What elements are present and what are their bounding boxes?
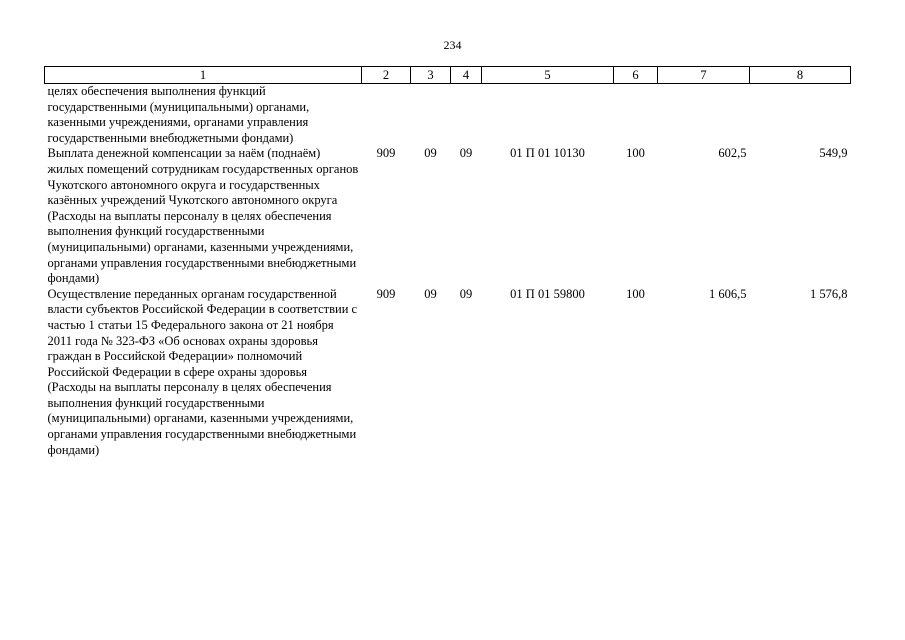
table-row <box>45 84 851 147</box>
row-code-2: 909 <box>376 286 396 301</box>
table-header-row <box>45 67 851 84</box>
row-code-2 <box>362 84 411 147</box>
row-code-6: 100 <box>626 146 645 161</box>
row-amount-8: 1 576,8 <box>810 286 848 301</box>
row-code-5: 01 П 01 10130 <box>510 146 585 161</box>
table-row <box>45 287 851 459</box>
column-header-8: 8 <box>750 67 851 84</box>
budget-table <box>44 66 851 458</box>
column-header-3: 3 <box>411 67 451 84</box>
row-code-2: 909 <box>376 146 396 161</box>
row-code-4: 09 <box>459 286 473 301</box>
column-header-5: 5 <box>482 67 614 84</box>
row-description: Осуществление переданных органам государственной власти субъектов Российской Федерации в соответствии с частью 1 статьи 15 Федерального закона от 21 ноября 2011 года № 323-ФЗ «Об основах охраны здоровья граждан в Российской Федерации» полномочий Российской Федерации в сфере охраны здоровья (Расходы на выплаты персоналу в целях обеспечения выполнения функций государственными (муниципальными) органами, казенными учреждениями, органами управления государственными внебюджетными фондами) <box>47 286 358 457</box>
row-code-6 <box>614 84 658 147</box>
column-header-6: 6 <box>614 67 658 84</box>
row-code-6: 100 <box>626 286 645 301</box>
row-description: целях обеспечения выполнения функций государственными (муниципальными) органами, казенными учреждениями, органами управления государственными внебюджетными фондами) <box>47 84 310 145</box>
row-code-5: 01 П 01 59800 <box>510 286 585 301</box>
row-code-4: 09 <box>459 146 473 161</box>
row-amount-7: 1 606,5 <box>709 286 747 301</box>
row-code-4 <box>451 84 482 147</box>
row-amount-7 <box>658 84 750 147</box>
row-description: Выплата денежной компенсации за наём (поднаём) жилых помещений сотрудникам государственных органов Чукотского автономного округа и государственных казённых учреждений Чукотского автономного округа (Расходы на выплаты персоналу в целях обеспечения выполнения функций государственными (муниципальными) органами, казенными учреждениями, органами управления государственными внебюджетными фондами) <box>47 146 359 286</box>
row-code-3 <box>411 84 451 147</box>
column-header-4: 4 <box>451 67 482 84</box>
table-row <box>45 146 851 286</box>
column-header-2: 2 <box>362 67 411 84</box>
row-amount-7: 602,5 <box>718 146 747 161</box>
row-code-3: 09 <box>424 146 437 161</box>
row-amount-8: 549,9 <box>819 146 848 161</box>
row-code-5 <box>482 84 614 147</box>
page-number: 234 <box>443 38 462 52</box>
row-code-3: 09 <box>424 286 437 301</box>
row-amount-8 <box>750 84 851 147</box>
column-header-7: 7 <box>658 67 750 84</box>
column-header-1: 1 <box>45 67 362 84</box>
